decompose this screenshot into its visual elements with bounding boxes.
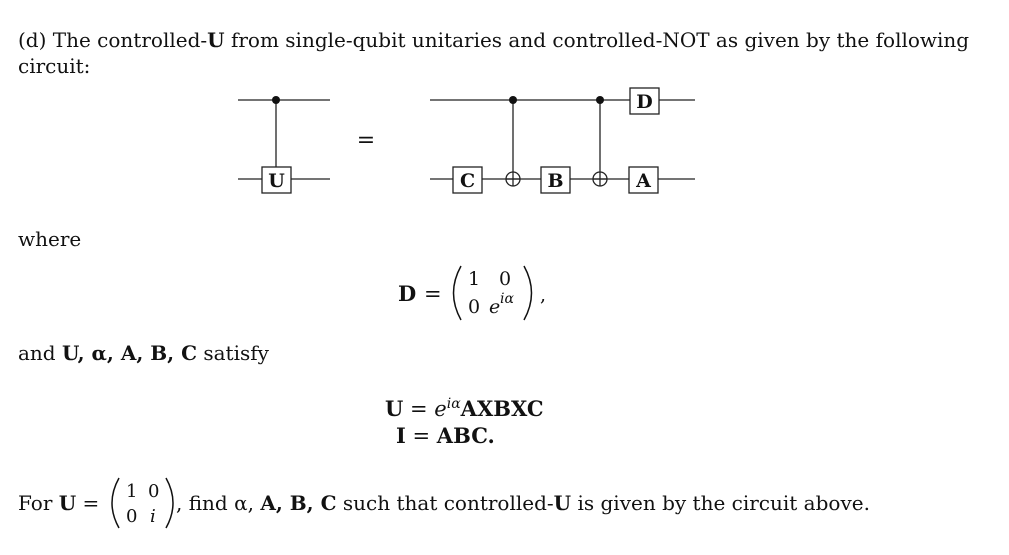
d-lhs: D	[398, 281, 417, 306]
satisfy-line	[18, 340, 269, 366]
q-m21: 0	[126, 506, 138, 527]
question-u: U	[58, 491, 77, 515]
eq1-e: e	[434, 397, 447, 421]
eq2-lhs: I	[396, 423, 406, 448]
d-m21: 0	[468, 296, 481, 318]
q-right-paren	[166, 478, 173, 528]
eq1-lhs: U	[385, 396, 404, 421]
question-eq: =	[76, 491, 100, 515]
eq1-eq: =	[403, 397, 435, 421]
question-prefix	[18, 490, 99, 516]
question-rest	[176, 490, 870, 516]
problem-line-1	[18, 27, 969, 53]
satisfy-vars: U, α, A, B, C	[61, 341, 198, 365]
control-dot-left	[272, 96, 280, 104]
question-for: For	[18, 491, 59, 515]
satisfy-suffix: satisfy	[197, 341, 269, 365]
satisfy-prefix: and	[18, 341, 62, 365]
left-gate-label: U	[268, 170, 285, 192]
d-right-paren	[524, 266, 532, 320]
eq1-rhs: AXBXC	[460, 396, 544, 421]
q-left-paren	[112, 478, 119, 528]
eq1-exp: iα	[446, 396, 461, 412]
d-left-paren	[454, 266, 462, 320]
d-m22-base: e	[489, 296, 501, 318]
gate-a-label: A	[636, 170, 651, 192]
eq2-eq: =	[405, 424, 437, 448]
problem-text-u: U	[207, 28, 225, 52]
gate-c-label: C	[459, 170, 476, 192]
problem-text-b: from single-qubit unitaries and controlled-NOT as given by the following	[224, 28, 970, 52]
d-m11: 1	[468, 268, 481, 290]
question-mid: , find α,	[176, 491, 261, 515]
d-matrix-equation	[390, 258, 590, 328]
gate-d-label: D	[636, 91, 653, 113]
circuit-diagram	[0, 85, 1009, 285]
equation-u	[385, 391, 544, 422]
gate-b-label: B	[547, 170, 564, 192]
d-trail: ,	[540, 284, 547, 306]
question-u2: U	[553, 491, 572, 515]
eq2-rhs: ABC.	[436, 423, 495, 448]
control-dot-2	[596, 96, 604, 104]
question-matrix	[106, 473, 182, 533]
problem-line-2: circuit:	[18, 54, 91, 78]
d-eq: =	[424, 282, 442, 306]
d-m22-exp: iα	[500, 291, 514, 307]
problem-text-a: (d) The controlled-	[18, 28, 208, 52]
control-dot-1	[509, 96, 517, 104]
equals-sign: =	[356, 128, 376, 153]
question-suffix: is given by the circuit above.	[571, 491, 870, 515]
q-m11: 1	[126, 481, 138, 502]
equation-i	[396, 423, 495, 449]
q-m22: i	[150, 506, 156, 527]
d-m12: 0	[499, 268, 512, 290]
question-mid2: such that controlled-	[336, 491, 554, 515]
question-vars: A, B, C	[260, 491, 337, 515]
q-m12: 0	[148, 481, 160, 502]
where-label: where	[18, 227, 82, 251]
